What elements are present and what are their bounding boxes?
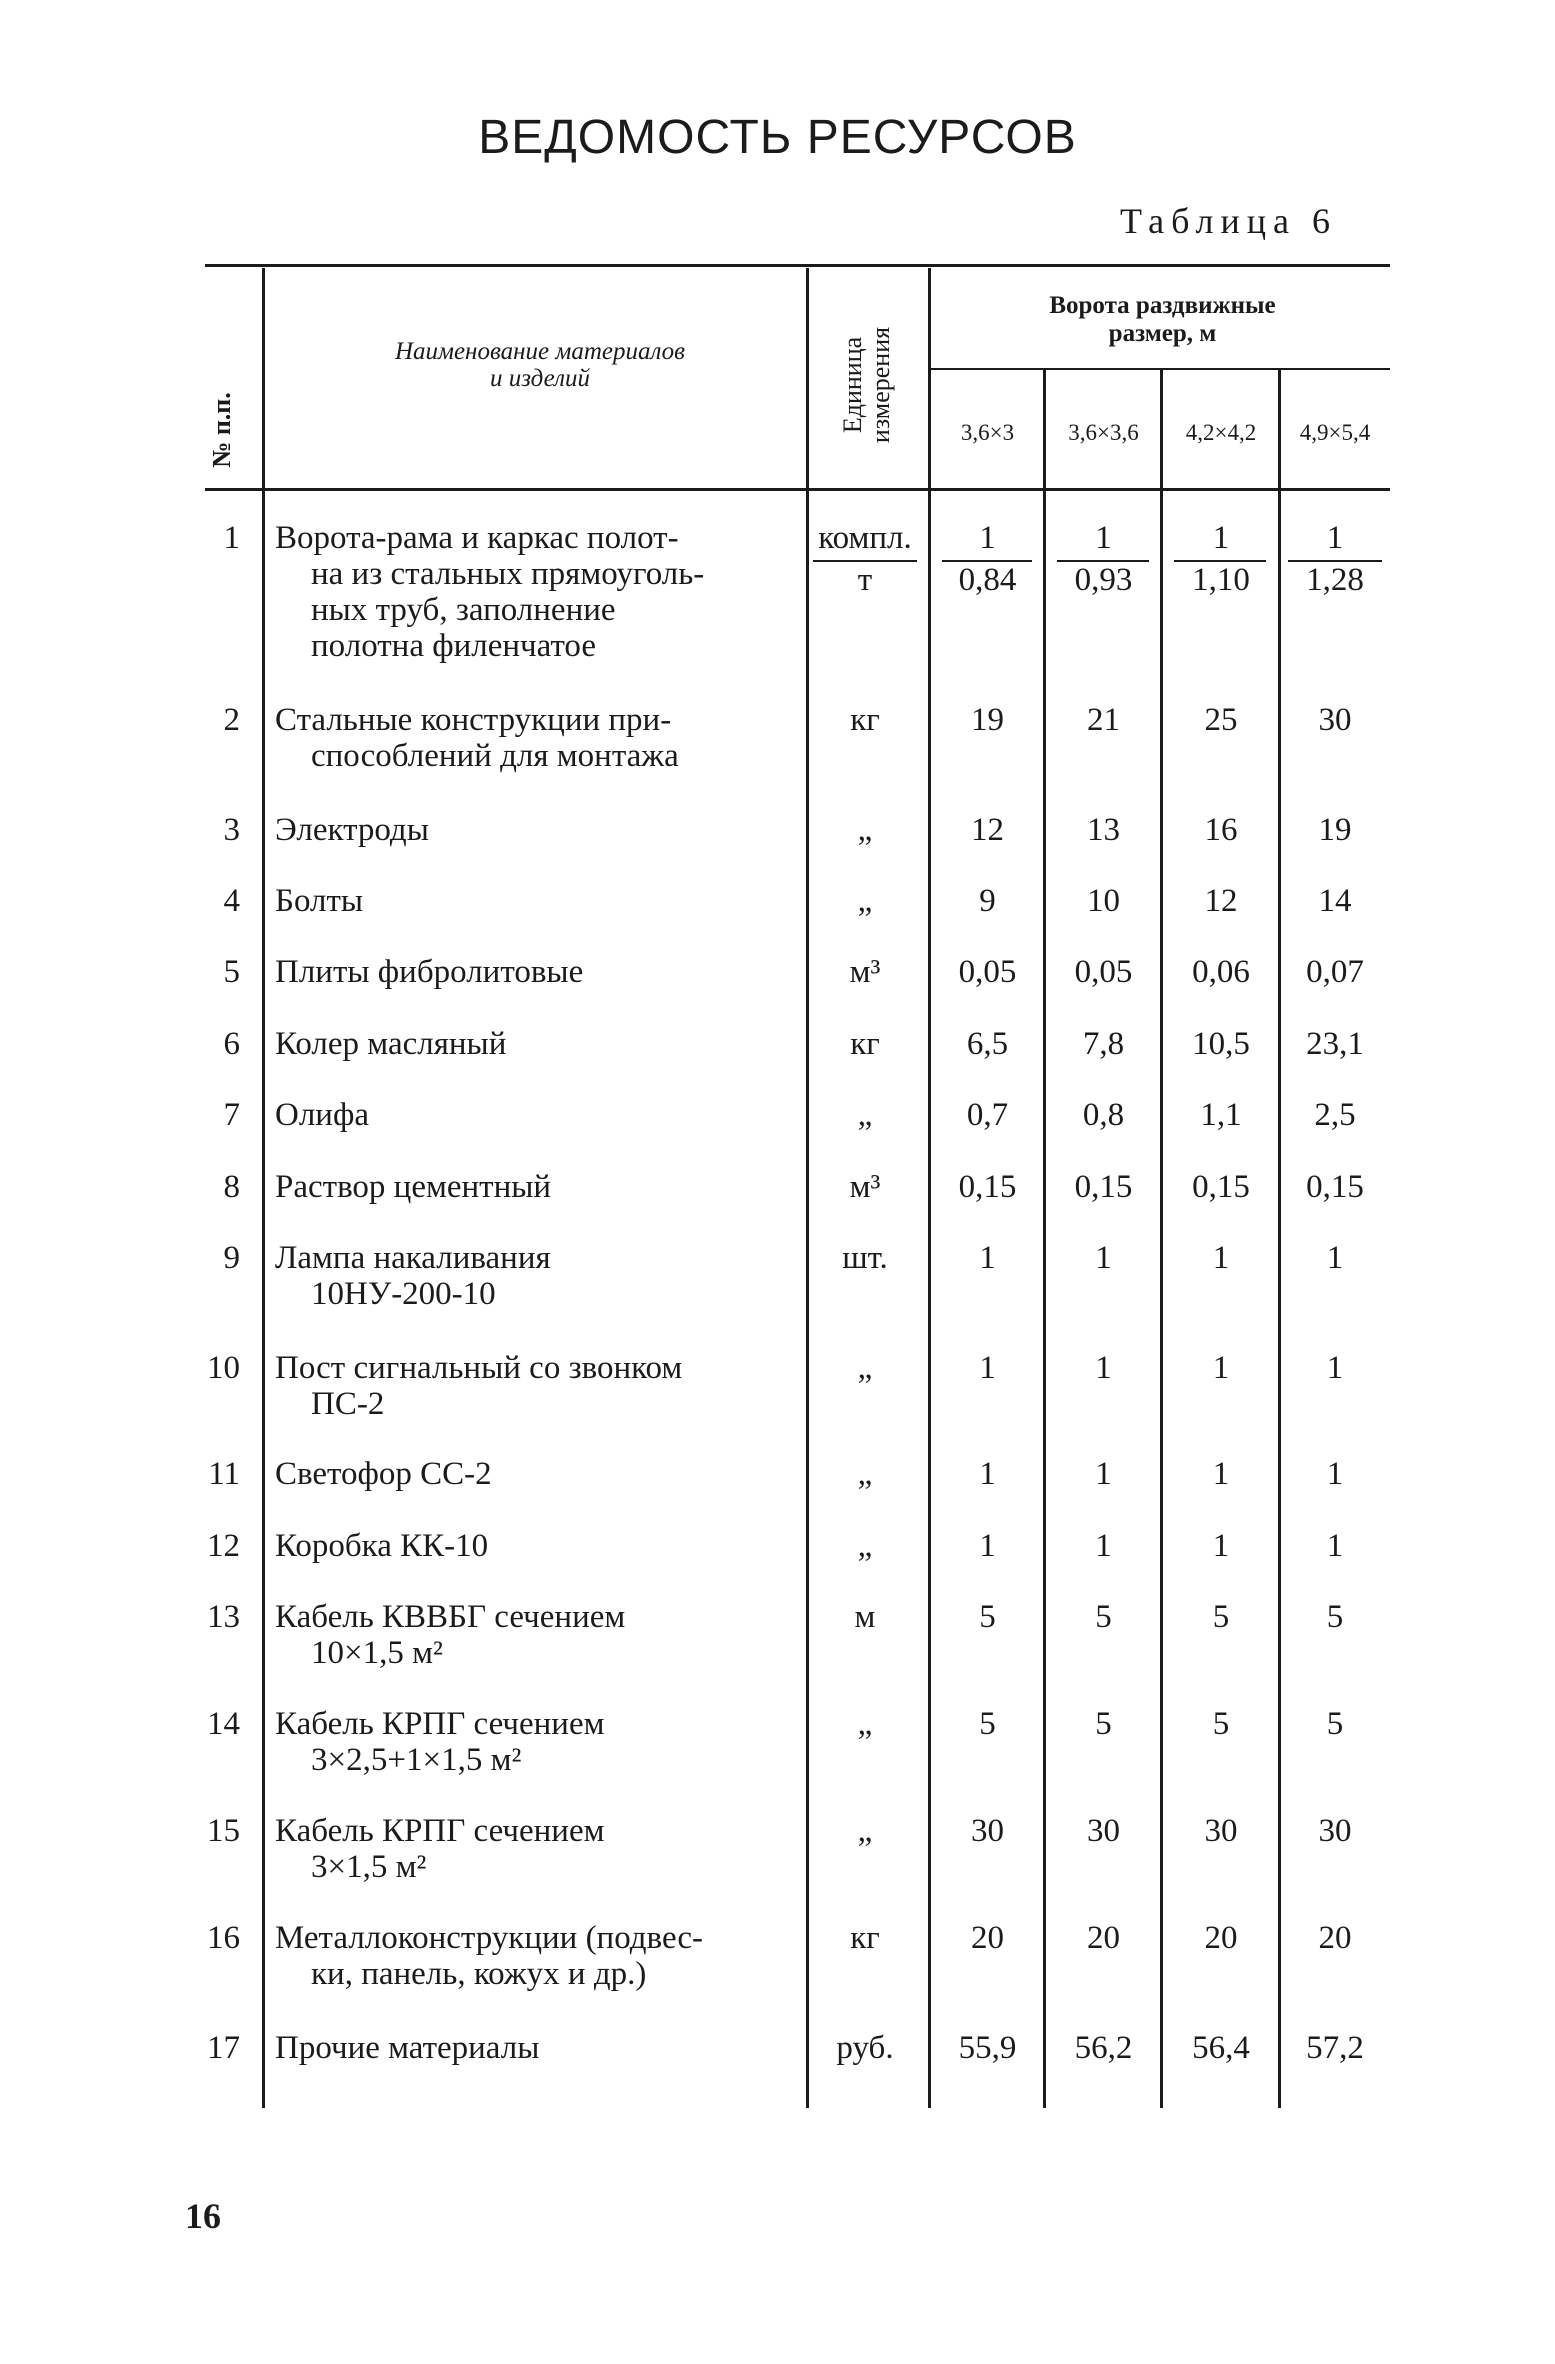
row-value-4 (1280, 520, 1390, 600)
row-name-line: Кабель КВВБГ сечением (275, 1599, 626, 1635)
row-name-line: Электроды (275, 812, 429, 848)
row-unit: „ (857, 1097, 873, 1133)
row-name-line: ки, панель, кожух и др.) (311, 1956, 647, 1992)
row-name-line: Лампа накаливания (275, 1240, 551, 1276)
row-name (275, 1350, 795, 1422)
row-number: 15 (207, 1813, 240, 1849)
row-unit: кг (850, 702, 880, 738)
header-unit (839, 327, 895, 443)
row-name (275, 1026, 795, 1062)
row-name (275, 1240, 795, 1312)
row-number: 5 (223, 954, 240, 990)
row-value-2: 5 (1095, 1599, 1112, 1635)
row-value-4: 1 (1326, 1350, 1344, 1386)
row-name (275, 1813, 795, 1885)
header-unit-line-2: измерения (866, 326, 895, 444)
row-name-line: 10×1,5 м² (311, 1635, 443, 1671)
row-number: 8 (223, 1169, 240, 1205)
row-name-line: ПС-2 (311, 1386, 385, 1422)
row-name-line: Ворота-рама и каркас полот- (275, 520, 679, 556)
row-unit: „ (857, 812, 873, 848)
row-value-1: 20 (971, 1920, 1004, 1956)
header-name-line-2: и изделий (490, 365, 590, 392)
row-number: 16 (207, 1920, 240, 1956)
row-unit: „ (857, 1456, 873, 1492)
row-value-1: 9 (979, 883, 996, 919)
row-name-line: Металлоконструкции (подвес- (275, 1920, 704, 1956)
row-value-2: 10 (1087, 883, 1120, 919)
row-number: 7 (223, 1097, 240, 1133)
row-value-1: 1 (979, 1456, 996, 1492)
row-name-line: 10НУ-200-10 (311, 1276, 496, 1312)
row-name-line: Колер масляный (275, 1026, 507, 1062)
row-number: 4 (223, 883, 240, 919)
row-name (275, 883, 795, 919)
row-name-line: 3×2,5+1×1,5 м² (311, 1742, 522, 1778)
row-value-bottom: 1,10 (1192, 562, 1250, 598)
col-rule-num (262, 268, 265, 2108)
row-unit: „ (857, 1528, 873, 1564)
header-bottom-rule (205, 488, 1390, 491)
row-value-top: 1 (1095, 520, 1112, 556)
row-number: 11 (208, 1456, 240, 1492)
header-gate-group (935, 292, 1390, 348)
row-value-2: 1 (1095, 1240, 1112, 1276)
row-name (275, 702, 795, 774)
row-unit-bottom: т (857, 562, 873, 598)
row-value-4: 5 (1326, 1599, 1344, 1635)
row-unit-top: компл. (818, 520, 912, 556)
page-number: 16 (185, 2196, 221, 2236)
row-value-2: 5 (1095, 1706, 1112, 1742)
row-value-bottom: 1,28 (1306, 562, 1364, 598)
row-name-line: Пост сигнальный со звонком (275, 1350, 683, 1386)
row-value-top: 1 (1326, 520, 1344, 556)
row-name (275, 1169, 795, 1205)
row-value-2: 13 (1087, 812, 1120, 848)
row-value-1: 0,7 (966, 1097, 1009, 1133)
row-number: 17 (207, 2030, 240, 2066)
header-group-line-2: размер, м (1108, 320, 1217, 347)
row-value-1: 1 (979, 1528, 996, 1564)
row-value-3: 1 (1212, 1350, 1230, 1386)
row-name-line: способлений для монтажа (311, 738, 679, 774)
row-number: 12 (207, 1528, 240, 1564)
header-number: № п.п. (207, 392, 236, 468)
row-value-3: 1,1 (1200, 1097, 1242, 1133)
row-value-3: 16 (1204, 812, 1238, 848)
row-value-4: 14 (1318, 883, 1352, 919)
row-unit: „ (857, 1706, 873, 1742)
row-name-line: Олифа (275, 1097, 369, 1133)
row-name-line: 3×1,5 м² (311, 1849, 427, 1885)
row-value-3: 0,15 (1192, 1169, 1250, 1205)
row-value-2: 1 (1095, 1350, 1112, 1386)
row-name (275, 2030, 795, 2066)
row-value-1: 5 (979, 1706, 996, 1742)
row-value-3: 1 (1212, 1240, 1230, 1276)
row-value-3: 56,4 (1192, 2030, 1250, 2066)
row-name (275, 1920, 795, 1992)
row-unit: м (854, 1599, 876, 1635)
row-number: 1 (223, 520, 240, 556)
row-value-4: 57,2 (1306, 2030, 1364, 2066)
row-value-2: 56,2 (1074, 2030, 1133, 2066)
row-value-3: 1 (1212, 1528, 1230, 1564)
page-title: ВЕДОМОСТЬ РЕСУРСОВ (478, 111, 1077, 164)
row-name (275, 1456, 795, 1492)
header-size-1: 3,6×3 (960, 420, 1015, 445)
row-value-4: 23,1 (1306, 1026, 1364, 1062)
row-value-1: 0,15 (958, 1169, 1017, 1205)
row-name-line: Прочие материалы (275, 2030, 540, 2066)
row-value-4: 19 (1318, 812, 1352, 848)
row-name-line: Плиты фибролитовые (275, 954, 584, 990)
row-value-2: 7,8 (1082, 1026, 1125, 1062)
row-name-line: на из стальных прямоуголь- (311, 556, 705, 592)
row-value-1: 30 (971, 1813, 1004, 1849)
row-number: 6 (223, 1026, 240, 1062)
row-value-1: 0,05 (958, 954, 1017, 990)
row-value-2: 0,15 (1074, 1169, 1133, 1205)
row-value-4: 0,07 (1306, 954, 1364, 990)
header-name-line-1: Наименование материалов (394, 338, 686, 365)
row-value-3: 30 (1204, 1813, 1238, 1849)
row-name (275, 520, 795, 664)
row-name-line: Коробка КК-10 (275, 1528, 489, 1564)
row-value-4: 1 (1326, 1528, 1344, 1564)
row-value-4: 0,15 (1306, 1169, 1364, 1205)
row-value-2: 30 (1087, 1813, 1120, 1849)
header-name (290, 338, 790, 392)
row-value-1: 55,9 (958, 2030, 1017, 2066)
row-value-3: 5 (1212, 1706, 1230, 1742)
row-value-3: 20 (1204, 1920, 1238, 1956)
row-unit (805, 520, 925, 600)
row-value-3 (1162, 520, 1280, 600)
row-name-line: Кабель КРПГ сечением (275, 1813, 605, 1849)
row-value-1: 1 (979, 1240, 996, 1276)
header-size-4: 4,9×5,4 (1299, 420, 1371, 445)
row-number: 9 (223, 1240, 240, 1276)
row-name (275, 954, 795, 990)
row-value-1: 5 (979, 1599, 996, 1635)
row-value-1: 6,5 (966, 1026, 1009, 1062)
row-value-4: 20 (1318, 1920, 1352, 1956)
row-value-4: 5 (1326, 1706, 1344, 1742)
row-name-line: Болты (275, 883, 364, 919)
row-name-line: Стальные конструкции при- (275, 702, 672, 738)
row-name-line: Светофор СС-2 (275, 1456, 492, 1492)
row-value-top: 1 (1212, 520, 1230, 556)
row-value-4: 30 (1318, 1813, 1352, 1849)
row-value-3: 0,06 (1192, 954, 1250, 990)
row-unit: „ (857, 883, 873, 919)
row-value-1 (930, 520, 1045, 600)
row-unit: кг (850, 1920, 880, 1956)
row-value-3: 25 (1204, 702, 1238, 738)
row-value-3: 10,5 (1192, 1026, 1250, 1062)
row-unit: кг (850, 1026, 880, 1062)
row-value-4: 1 (1326, 1240, 1344, 1276)
row-value-2: 20 (1087, 1920, 1120, 1956)
row-value-1: 12 (971, 812, 1004, 848)
row-name-line: ных труб, заполнение (311, 592, 616, 628)
row-unit: шт. (842, 1240, 888, 1276)
row-value-3: 5 (1212, 1599, 1230, 1635)
row-value-4: 2,5 (1314, 1097, 1356, 1133)
row-name (275, 1706, 795, 1778)
header-group-line-1: Ворота раздвижные (1049, 292, 1276, 319)
row-value-2 (1045, 520, 1162, 600)
row-name (275, 812, 795, 848)
header-size-2: 3,6×3,6 (1068, 420, 1139, 445)
table-top-rule (205, 264, 1390, 267)
row-value-3: 1 (1212, 1456, 1230, 1492)
row-value-1: 1 (979, 1350, 996, 1386)
row-unit: „ (857, 1813, 873, 1849)
row-value-4: 30 (1318, 702, 1352, 738)
row-name (275, 1097, 795, 1133)
row-name (275, 1599, 795, 1671)
row-unit: м³ (849, 954, 881, 990)
header-size-3: 4,2×4,2 (1185, 420, 1257, 445)
row-value-4: 1 (1326, 1456, 1344, 1492)
row-number: 13 (207, 1599, 240, 1635)
header-unit-line-1: Единица (838, 336, 867, 434)
row-value-2: 0,05 (1074, 954, 1133, 990)
row-name-line: Раствор цементный (275, 1169, 552, 1205)
row-number: 2 (223, 702, 240, 738)
row-value-2: 21 (1087, 702, 1120, 738)
row-number: 10 (207, 1350, 240, 1386)
table-caption: Таблица 6 (1120, 201, 1337, 241)
row-value-2: 1 (1095, 1456, 1112, 1492)
row-value-bottom: 0,84 (958, 562, 1017, 598)
row-number: 14 (207, 1706, 240, 1742)
row-value-1: 19 (971, 702, 1004, 738)
row-name-line: полотна филенчатое (311, 628, 596, 664)
row-value-top: 1 (979, 520, 996, 556)
row-value-2: 0,8 (1082, 1097, 1125, 1133)
row-unit: руб. (836, 2030, 894, 2066)
row-name-line: Кабель КРПГ сечением (275, 1706, 605, 1742)
row-value-bottom: 0,93 (1074, 562, 1133, 598)
row-unit: м³ (849, 1169, 881, 1205)
row-name (275, 1528, 795, 1564)
row-value-3: 12 (1204, 883, 1238, 919)
row-unit: „ (857, 1350, 873, 1386)
row-value-2: 1 (1095, 1528, 1112, 1564)
row-number: 3 (223, 812, 240, 848)
